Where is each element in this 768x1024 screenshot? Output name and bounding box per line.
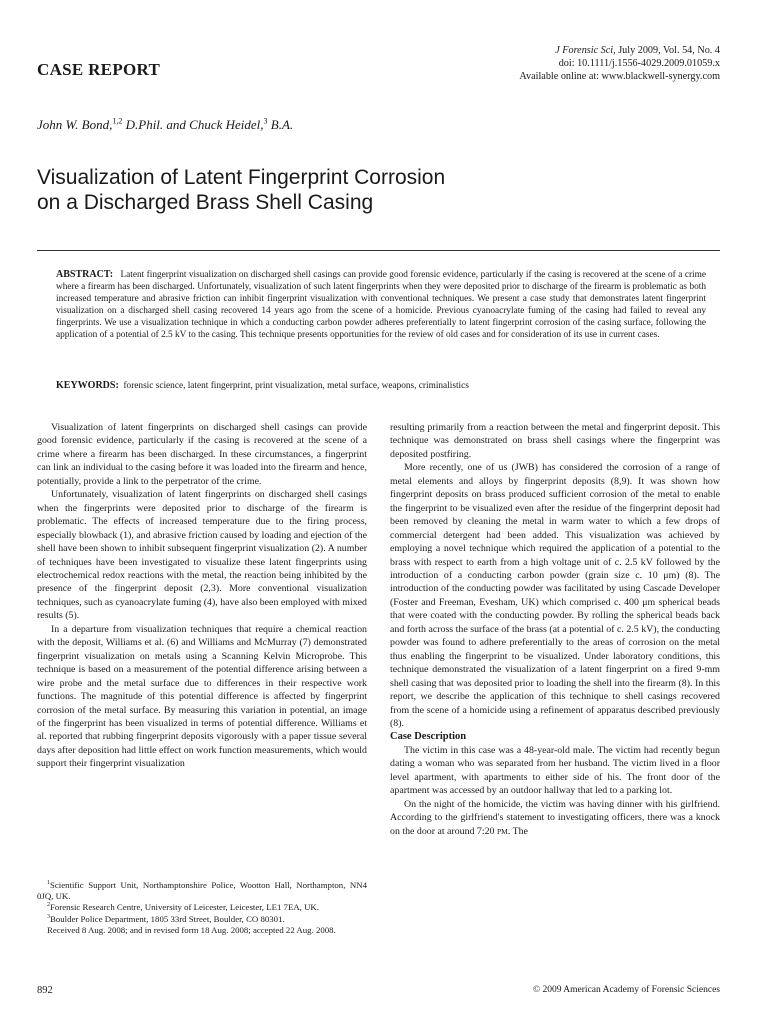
footnote-marker: 2 xyxy=(47,902,50,909)
footnote-text: Boulder Police Department, 1805 33rd Street, Boulder, CO 80301. xyxy=(50,913,285,924)
paper-title xyxy=(37,165,445,215)
author-1-degree: D.Phil. and Chuck Heidel, xyxy=(122,117,264,132)
title-line-2: on a Discharged Brass Shell Casing xyxy=(37,191,374,214)
abstract-label: ABSTRACT: xyxy=(56,269,114,280)
footnote-text: Scientific Support Unit, Northamptonshire Police, Wootton Hall, Northampton, NN4 0JQ, UK. xyxy=(37,880,367,902)
abstract-text: Latent fingerprint visualization on discharged shell casings can provide good forensic evidence, particularly if the casing is recovered at the scene of a crime where a firearm has been discharged. Unfortunately, visualization of such latent fingerprints when they were deposited prior to discharge of the firearm is problematic as both increased temperature and abrasive friction can inhibit fingerprint visualization with conventional techniques. We present a case study that demonstrates latent fingerprint visualization on a discharged shell casing recovered 14 years ago from the scene of a homicide. Previous cyanoacrylate fuming of the casing had failed to reveal any fingerprints. We use a visualization technique in which a conducting carbon powder adheres preferentially to latent fingerprint corrosion of the casing surface, following the application of a potential of 2.5 kV to the casing. This technique presents opportunities for the review of old cases and for consideration of its use in current cases. xyxy=(56,270,706,341)
abstract xyxy=(56,269,706,342)
paragraph-text: On the night of the homicide, the victim was having dinner with his girlfriend. According to the girlfriend's statement to investigating officers, there was a knock on the door at around 7:20 xyxy=(390,798,720,837)
body-column-left xyxy=(37,421,367,771)
author-2-degree: B.A. xyxy=(267,117,294,132)
copyright: © 2009 American Academy of Forensic Sciences xyxy=(532,985,720,995)
footnote-marker: 3 xyxy=(47,913,50,920)
paragraph: The victim in this case was a 48-year-old male. The victim had recently begun dating a woman who was separated from her husband. The victim lived in a floor level apartment, with apartments to either side of his. The front door of the apartment was accessed by an outdoor hallway that led to a parking lot. xyxy=(390,744,720,797)
body-column-right xyxy=(390,421,720,838)
journal-issue: July 2009, Vol. 54, No. 4 xyxy=(615,45,720,56)
title-line-1: Visualization of Latent Fingerprint Corrosion xyxy=(37,166,446,189)
section-label: CASE REPORT xyxy=(37,60,161,79)
paragraph: resulting primarily from a reaction between the metal and fingerprint deposit. This technique was demonstrated on brass shell casings where the fingerprint was deposited postfiring. xyxy=(390,422,720,460)
doi: doi: 10.1111/j.1556-4029.2009.01059.x xyxy=(558,58,720,69)
footnote-text: Forensic Research Centre, University of Leicester, Leicester, LE1 7EA, UK. xyxy=(50,902,319,913)
time-suffix: PM xyxy=(496,826,508,836)
keywords-text: forensic science, latent fingerprint, print visualization, metal surface, weapons, criminalistics xyxy=(123,381,469,391)
footnote xyxy=(37,902,367,913)
keywords xyxy=(56,380,706,392)
paragraph-end: . The xyxy=(507,825,528,837)
author-1: John W. Bond, xyxy=(37,117,113,132)
author-1-affiliation: 1,2 xyxy=(112,116,123,126)
paragraph xyxy=(390,798,720,838)
paragraph: In a departure from visualization techniques that require a chemical reaction with the deposit, Williams et al. (6) and Williams and McMurray (7) demonstrated fingerprint visualization on metals using a Scanning Kelvin Microprobe. This technique is based on a measurement of the potential difference arising between a wire probe and the metal surface due to differences in their respective work functions. The magnitude of this potential difference is affected by fingerprint corrosion of the metal surface. By measuring this variation in potential, an image of the fingerprint has been visualized in terms of potential difference. Williams et al. reported that rubbing fingerprint deposits vigorously with a paper tissue several days after deposition had little effect on work function measurements, which would support their fingerprint visualization xyxy=(37,623,367,770)
footnote xyxy=(37,914,367,925)
journal-name: J Forensic Sci, xyxy=(555,45,616,56)
paragraph: Visualization of latent fingerprints on discharged shell casings can provide good forensic evidence, particularly if the casing is recovered at the scene of a crime where a firearm has been discharged. In these circumstances, a fingerprint can link an individual to the casing before it was loaded into the firearm and hence, potentially, provide a link to the perpetrator of the crime. xyxy=(37,422,367,487)
author-2-affiliation: 3 xyxy=(263,116,268,126)
footnote xyxy=(37,880,367,902)
footnote-marker: 1 xyxy=(47,880,50,887)
journal-info xyxy=(519,44,720,83)
section-heading: Case Description xyxy=(390,731,467,743)
received-dates: Received 8 Aug. 2008; and in revised form 18 Aug. 2008; accepted 22 Aug. 2008. xyxy=(47,924,336,935)
footnotes xyxy=(37,880,367,936)
page-number: 892 xyxy=(37,985,53,996)
author-line xyxy=(37,117,293,133)
paragraph: More recently, one of us (JWB) has considered the corrosion of a range of metal elements and alloys by fingerprint deposits (8,9). It was shown how fingerprint deposits on brass produced sufficient corrosion of the metal to enable the fingerprint to be visualized even after the residue of the fingerprint deposit had been removed by cleaning the metal in warm water to which a few drops of commercial detergent had been added. This visualization was achieved by employing a novel technique which required the application of a potential to the brass with respect to earth from a high voltage unit of c. 2.5 kV followed by the introduction of a conducting carbon powder (grain size c. 10 μm) (8). The introduction of the conducting powder was facilitated by using Cascade Developer (Foster and Freeman, Evesham, UK) which comprised c. 400 μm spherical beads that were coated with the conducting powder. By rolling the spherical beads back and forth across the surface of the brass (at a potential of c. 2.5 kV), the conducting powder was found to adhere preferentially to the areas of corrosion on the metal thus enabling the fingerprint to be visualized. Under laboratory conditions, this technique demonstrated the visualization of a latent fingerprint on a fired 9-mm shell casing that was deposited prior to loading the shell into the firearm (8). In this report, we describe the application of this technique to shell casings recovered from the scene of a homicide using a refinement of apparatus described previously (8). xyxy=(390,462,720,729)
availability: Available online at: www.blackwell-synergy.com xyxy=(519,71,720,82)
paragraph: Unfortunately, visualization of latent fingerprints on discharged shell casings when the fingerprints were deposited prior to discharge of the firearm is problematic. The effects of increased temperature due to the firing process, especially blowback (1), and abrasive friction caused by loading and ejection of the shell have been shown to inhibit subsequent fingerprint visualization (2). A number of techniques have been investigated to visualize these latent fingerprints using electrochemical redox reactions with the metal, the reaction being inhibited by the presence of the fingerprint deposit (2,3). More conventional visualization techniques, such as cyanoacrylate fuming (4), have also been employed with mixed results (5). xyxy=(37,489,367,622)
journal-citation xyxy=(519,44,720,57)
title-divider xyxy=(37,250,720,251)
keywords-label: KEYWORDS: xyxy=(56,380,119,391)
